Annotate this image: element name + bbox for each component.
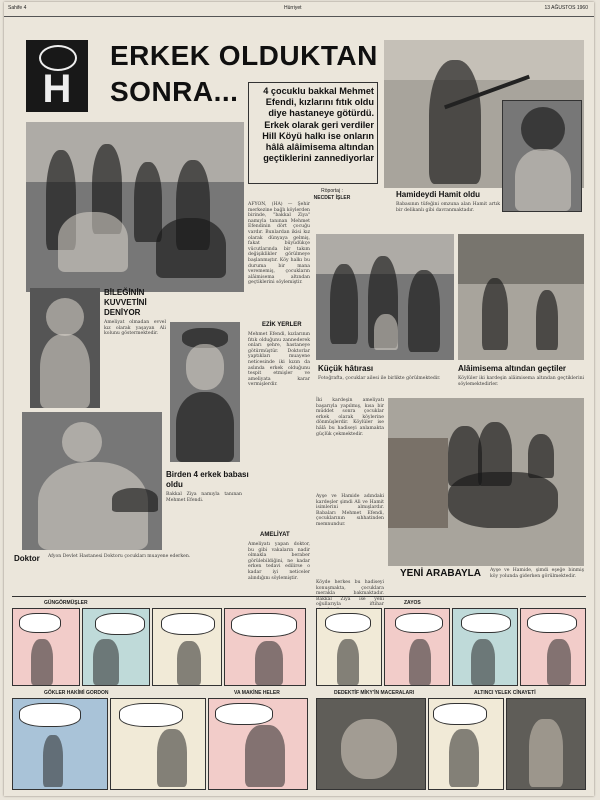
page-number: Sahife 4 (8, 5, 27, 11)
photo-family (316, 234, 454, 360)
father-caption-text: Bakkal Ziya namıyla tanınan Mehmet Efendi. (166, 492, 242, 503)
comic-title-gordon: GÖKLER HAKİMİ GORDON (44, 690, 109, 696)
caption-kucuk-text: Fotoğrafta, çocuklar ailesi ile birlikte görülmektedir. (318, 376, 441, 381)
caption-alaimisema-title: Alâimisema altından geçtiler (458, 364, 567, 373)
comic-panel (520, 608, 586, 686)
bilek-caption-block (104, 288, 168, 380)
comic-title-gungormusler: GÜNGÖRMÜŞLER (44, 600, 88, 606)
caption-hamit-text: Babasının tüfeğini omzuna alan Hamit artık bir delikanlı gibi davranmaktadır. (396, 202, 500, 213)
headline-line-1: ERKEK OLDUKTAN (110, 40, 378, 71)
subhead-ezik-yerler: EZİK YERLER (262, 322, 302, 328)
byline-name: NECDET İŞLER (313, 195, 351, 201)
hurriyet-logo (26, 40, 88, 112)
comic-panel (12, 608, 80, 686)
bilek-title-1: BİLEĞİNİN (104, 288, 145, 297)
article-body-2: Mehmet Efendi, kızlarının fıtık olduğunu zannederek onları şehre, hastaneye götürmüştür. Doktorlar yaptıkları muayene neticesinde iki kızın da aslında erkek olduğunu tespit etmişler ve ameliyata karar vermişlerdir. (248, 332, 310, 388)
comic-title-miky: DEDEKTİF MİKY'İN MACERALARI (334, 690, 415, 696)
bilek-title-3: DENİYOR (104, 308, 141, 317)
photo-child-showing-arm (30, 288, 100, 408)
photo-father-portrait (170, 322, 240, 462)
comic-panel (506, 698, 586, 790)
comic-panel (428, 698, 504, 790)
article-body-1: AFYON, (HA) — Şehir merkezine bağlı köylerden birinde, "bakkal Ziya" namıyla tanınan Mehmet Efendinin dört çocuğu vardır. Bunlardan ikisi kız olarak dünyaya gelmiş, fakat büyüdükçe vücutlarında bir takım değişiklikler görülmeye başlanmıştır. Köy halkı bu duruma bir mana verememiş, çocukların alâimisema altından geçtiklerini söylemiştir. (248, 202, 310, 286)
comic-panel (316, 608, 382, 686)
article-body-6: Köyde herkes bu hadiseyi konuşmakta, çocuklara merakla bakmaktadır. Bakkal Ziya ise yeni oğullarıyla iftihar (316, 580, 384, 608)
photo-village-children (458, 234, 584, 360)
caption-hamit-title: Hamideydi Hamit oldu (396, 190, 481, 199)
comic-panel (452, 608, 518, 686)
article-standfirst: 4 çocuklu bakkal Mehmet Efendi, kızlarını fıtık oldu diye hastaneye götürdü. Erkek olarak geri verdiler Hill Köyü halkı ise onların hâlâ alâimisema altından geçtiklerini zannediyorlar (248, 82, 378, 184)
newspaper-name: Hürriyet (284, 5, 302, 11)
comic-title-makine: VA MAKİNE HELER (234, 690, 280, 696)
comic-panel (12, 698, 108, 790)
photo-children-on-donkey (388, 398, 584, 566)
section-divider (12, 596, 586, 597)
newspaper-page (4, 2, 594, 796)
father-title-1: Birden 4 erkek babası (166, 470, 249, 479)
comic-panel (208, 698, 308, 790)
comic-panel (82, 608, 150, 686)
caption-alaimisema-text: Köylüler iki kardeşin alâimisema altından geçtiklerini söylemektedirler. (458, 376, 584, 387)
caption-doctor-title: Doktor (14, 554, 40, 563)
headline-line-2: SONRA... (110, 76, 239, 107)
comic-panel (384, 608, 450, 686)
byline-label: Röportaj : (321, 188, 343, 194)
comic-panel (224, 608, 306, 686)
article-body-4: Ameliyatı yapan doktor, bu gibi vakaların nadir olmakla beraber görülebildiğini, ne kadar erken tedavi edilirse o kadar iyi neticeler alındığını söylemiştir. (248, 542, 310, 581)
photo-portrait-girl (502, 100, 582, 212)
comic-panel (152, 608, 222, 686)
bilek-title-2: KUVVETİNİ (104, 298, 147, 307)
caption-yeni-title: YENİ ARABAYLA (400, 568, 481, 579)
photo-group-children (26, 122, 244, 292)
issue-date: 13 AĞUSTOS 1960 (544, 5, 588, 11)
article-body-3: İki kardeşin ameliyatı başarıyla yapılmış, kısa bir müddet sonra çocuklar erkek olarak köylerine dönmüşlerdir. Köylüler ise hâlâ bu hadiseyi anlamakta güçlük çekmektedir. (316, 398, 384, 437)
caption-kucuk-title: Küçük hâtırası (318, 364, 374, 373)
photo-doctor (22, 412, 162, 550)
comic-title-altinci-yelek: ALTINCI YELEK CİNAYETİ (474, 690, 536, 696)
bilek-caption-text: Ameliyat olmadan evvel kız olarak yaşayan Ali kolunu göstermektedir. (104, 320, 166, 337)
subhead-ameliyat: AMELİYAT (260, 532, 290, 538)
caption-yeni-text: Ayşe ve Hamide, şimdi eşeğe binmiş köy yolunda giderken görülmektedir. (490, 568, 584, 579)
comic-title-zayos: ZAYOS (404, 600, 421, 606)
comic-panel (316, 698, 426, 790)
father-title-2: oldu (166, 480, 183, 489)
caption-doctor-text: Afyon Devlet Hastanesi Doktoru çocukları muayene ederken. (48, 554, 191, 559)
article-body-5: Ayşe ve Hamide adındaki kardeşler şimdi Ali ve Hamit isimlerini almışlardır. Babaları Mehmet Efendi, çocuklarının sıhhatinden memnundur. (316, 494, 384, 527)
comic-panel (110, 698, 206, 790)
logo-letter: H (42, 67, 72, 111)
byline (286, 188, 378, 202)
page-header (4, 2, 594, 17)
